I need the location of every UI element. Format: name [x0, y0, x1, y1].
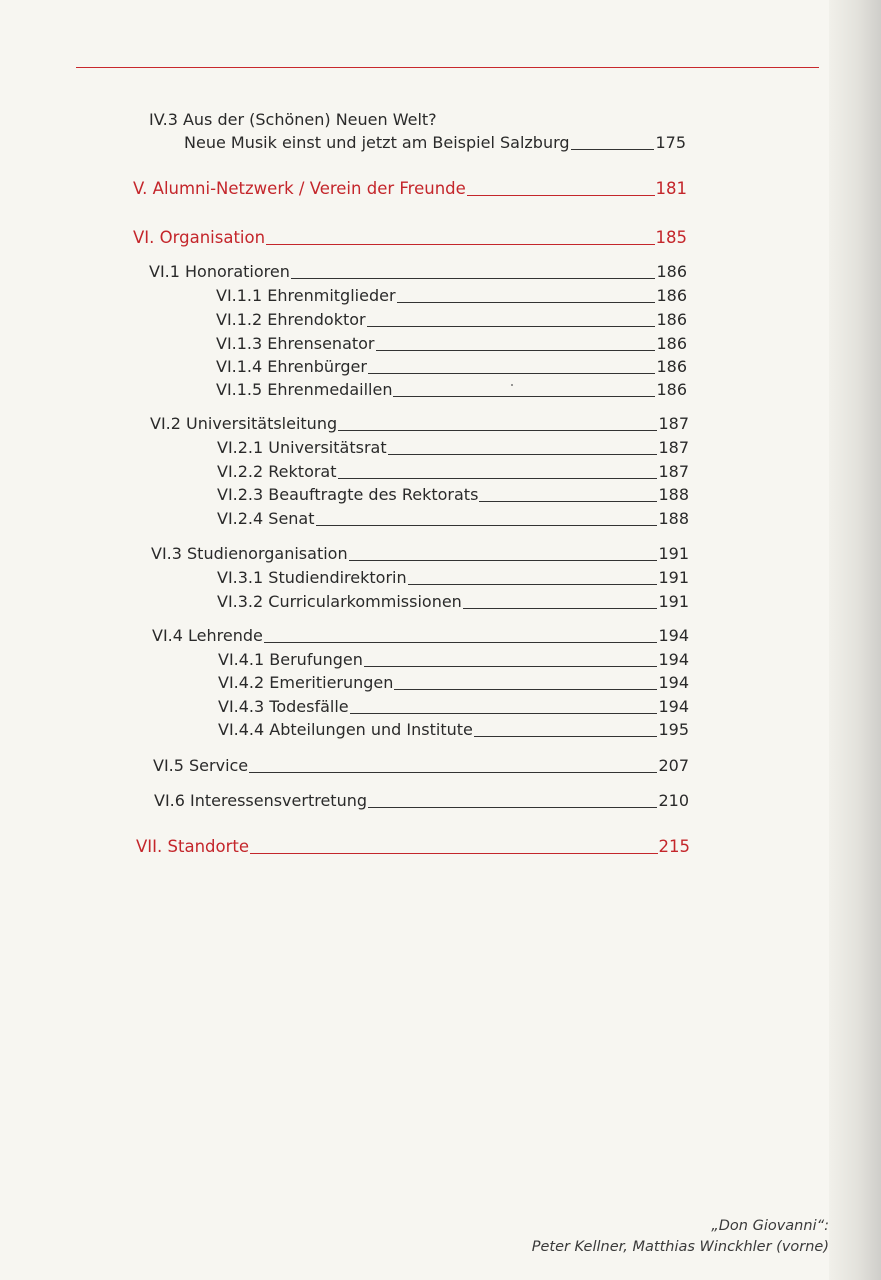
dot-leader	[376, 350, 656, 351]
toc-page-number: 187	[658, 438, 689, 457]
toc-page-number: 187	[658, 414, 689, 433]
toc-page-number: 194	[658, 650, 689, 669]
toc-entry[interactable]	[217, 592, 689, 612]
toc-entry-label: VI.2.2 Rektorat	[217, 462, 337, 481]
toc-page-number: 194	[658, 626, 689, 645]
toc-entry[interactable]	[154, 791, 689, 811]
toc-entry[interactable]	[217, 462, 689, 482]
toc-entry-label: VI.1.3 Ehrensenator	[216, 334, 375, 353]
toc-entry-label: VI.1 Honoratioren	[149, 262, 290, 281]
toc-page-number: 210	[658, 791, 689, 810]
toc-entry-label: VI.6 Interessensvertretung	[154, 791, 367, 810]
toc-entry[interactable]	[217, 438, 689, 458]
toc-entry-label: VI.4 Lehrende	[152, 626, 263, 645]
toc-entry-label: VI.1.1 Ehrenmitglieder	[216, 286, 396, 305]
toc-page-number: 186	[656, 380, 687, 399]
toc-entry[interactable]	[217, 509, 689, 529]
dot-leader	[368, 807, 657, 808]
toc-entry[interactable]	[152, 626, 689, 646]
toc-entry[interactable]	[150, 414, 689, 434]
toc-entry-label: VI.4.3 Todesfälle	[218, 697, 349, 716]
toc-page-number: 191	[658, 568, 689, 587]
toc-entry-label: VI.3.2 Curricularkommissionen	[217, 592, 462, 611]
toc-entry-label: V. Alumni-Netzwerk / Verein der Freunde	[133, 179, 466, 198]
toc-entry-label: VI.2 Universitätsleitung	[150, 414, 338, 433]
toc-entry-iv3-subtitle[interactable]	[184, 133, 686, 153]
toc-page-number: 185	[655, 228, 687, 247]
dot-leader	[291, 278, 656, 279]
toc-entry-label: VI.2.1 Universitätsrat	[217, 438, 387, 457]
dot-leader	[408, 584, 658, 585]
toc-entry[interactable]	[216, 357, 687, 377]
toc-page-number: 186	[656, 286, 687, 305]
toc-entry[interactable]	[218, 697, 689, 717]
toc-page-number: 191	[658, 592, 689, 611]
toc-entry[interactable]	[133, 228, 687, 248]
dot-leader	[338, 430, 657, 431]
toc-entry[interactable]	[216, 286, 687, 306]
dot-leader	[316, 525, 658, 526]
toc-page-number: 194	[658, 673, 689, 692]
dot-leader	[266, 244, 654, 245]
toc-entry-label: VII. Standorte	[136, 837, 249, 856]
toc-entry-label: VI. Organisation	[133, 228, 266, 247]
page-edge-shadow	[829, 0, 881, 1280]
toc-page-number: 207	[658, 756, 689, 775]
dot-leader	[349, 560, 658, 561]
toc-entry-label: VI.2.4 Senat	[217, 509, 315, 528]
toc-entry-label: VI.5 Service	[153, 756, 249, 775]
dot-leader	[571, 149, 655, 150]
toc-entry[interactable]	[218, 673, 689, 693]
dot-leader	[364, 666, 658, 667]
caption-credits: Peter Kellner, Matthias Winckhler (vorne)	[531, 1239, 829, 1255]
toc-page-number: 188	[658, 509, 689, 528]
toc-entry[interactable]	[216, 380, 687, 400]
toc-entry-label: VI.1.4 Ehrenbürger	[216, 357, 367, 376]
toc-entry[interactable]	[218, 650, 689, 670]
toc-entry[interactable]	[217, 568, 689, 588]
toc-page-number: 175	[655, 133, 686, 152]
toc-entry[interactable]	[216, 334, 687, 354]
dot-leader	[368, 373, 656, 374]
toc-page-number: 186	[656, 357, 687, 376]
dot-leader	[388, 454, 658, 455]
toc-entry-label: VI.1.5 Ehrenmedaillen	[216, 380, 393, 399]
toc-page-number: 186	[656, 262, 687, 281]
dot-leader	[467, 195, 655, 196]
photo-caption	[532, 1216, 829, 1258]
caption-title: „Don Giovanni“:	[711, 1218, 829, 1234]
toc-page-number: 181	[655, 179, 687, 198]
dot-leader	[479, 501, 657, 502]
toc-entry[interactable]	[153, 756, 689, 776]
toc-entry[interactable]	[149, 262, 687, 282]
toc-page-number: 187	[658, 462, 689, 481]
toc-entry-label: VI.4.2 Emeritierungen	[218, 673, 394, 692]
dot-leader	[264, 642, 658, 643]
toc-entry[interactable]	[133, 179, 687, 199]
toc-entry-label: VI.1.2 Ehrendoktor	[216, 310, 366, 329]
toc-page-number: 195	[658, 720, 689, 739]
toc-entry[interactable]	[136, 837, 690, 857]
top-rule	[76, 67, 819, 68]
dot-leader	[397, 302, 656, 303]
dot-leader	[463, 608, 658, 609]
paper-speck	[511, 384, 513, 386]
toc-page-number: 191	[658, 544, 689, 563]
toc-entry[interactable]	[217, 485, 689, 505]
toc-page-number: 194	[658, 697, 689, 716]
toc-entry-label: VI.2.3 Beauftragte des Rektorats	[217, 485, 479, 504]
dot-leader	[338, 478, 658, 479]
dot-leader	[350, 713, 658, 714]
dot-leader	[393, 396, 655, 397]
dot-leader	[250, 853, 658, 854]
toc-entry[interactable]	[216, 310, 687, 330]
toc-entry-iv3-title: IV.3 Aus der (Schönen) Neuen Welt?	[149, 110, 437, 129]
toc-entry-label: VI.3 Studienorganisation	[151, 544, 348, 563]
dot-leader	[394, 689, 657, 690]
toc-page-number: 188	[658, 485, 689, 504]
dot-leader	[474, 736, 658, 737]
dot-leader	[249, 772, 657, 773]
toc-page-number: 186	[656, 310, 687, 329]
toc-entry[interactable]	[151, 544, 689, 564]
dot-leader	[367, 326, 656, 327]
toc-entry-label: VI.4.1 Berufungen	[218, 650, 363, 669]
toc-entry-label: VI.4.4 Abteilungen und Institute	[218, 720, 473, 739]
toc-entry-label: Neue Musik einst und jetzt am Beispiel Salzburg	[184, 133, 570, 152]
toc-page-number: 215	[658, 837, 690, 856]
toc-entry[interactable]	[218, 720, 689, 740]
toc-page-number: 186	[656, 334, 687, 353]
toc-entry-label: VI.3.1 Studiendirektorin	[217, 568, 407, 587]
